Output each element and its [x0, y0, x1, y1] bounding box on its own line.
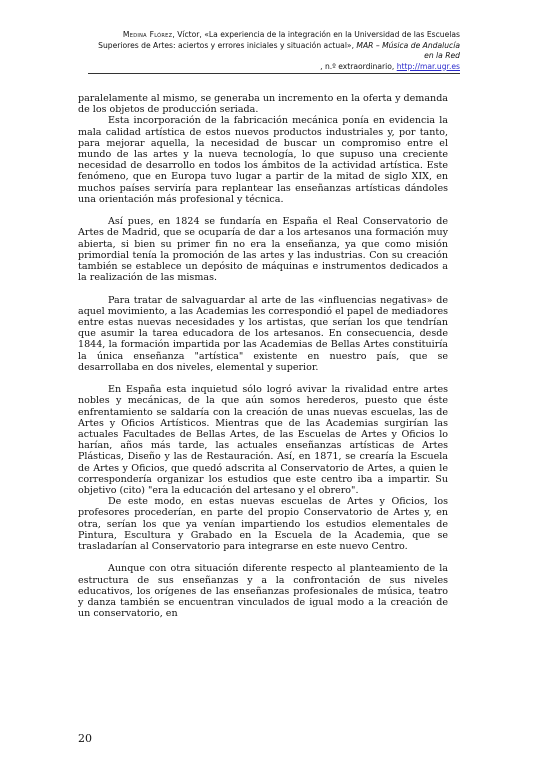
paragraph-5: En España esta inquietud sólo logró avivar la rivalidad entre artes nobles y mecánicas, de la que aún somos herederos, puesto que éste enfrentamiento se saldaría con la creación de unas nuevas escuelas, las de Artes y Oficios Artísticos. Mientras que de las Academias surgirían las actuales Facultades de Bellas Artes, de las Escuelas de Artes y Oficios lo harían, años más tarde, las actuales enseñanzas artísticas de Artes Plásticas, Diseño y las de Restauración. Así, en 1871, se crearía la Escuela de Artes y Oficios, que quedó adscrita al Conservatorio de Artes, a quien le correspondería organizar los estudios que este centro iba a impartir. Su objetivo (cito) "era la educación del artesano y el obrero".: [78, 384, 448, 497]
paragraph-3: Así pues, en 1824 se fundaría en España el Real Conservatorio de Artes de Madrid, que se ocuparía de dar a los artesanos una formación muy abierta, si bien su primer fin no era la enseñanza, ya que como misión primordial tenía la promoción de las artes y las industrias. Con su creación también se establece un depósito de máquinas e instrumentos dedicados a la realización de las mismas.: [78, 216, 448, 284]
header-line-2: [88, 41, 460, 62]
header-url-link[interactable]: http://mar.ugr.es: [396, 61, 460, 71]
header-issue: , n.º extraordinario,: [320, 61, 395, 71]
header-line-3: [88, 62, 460, 73]
paragraph-2: Esta incorporación de la fabricación mecánica ponía en evidencia la mala calidad artística de estos nuevos productos industriales y, por tanto, para mejorar aquella, la necesidad de buscar un compromiso entre el mundo de las artes y la nueva tecnología, lo que supuso una creciente necesidad de desarrollo en todos los ámbitos de la actividad artística. Este fenómeno, que en Europa tuvo lugar a partir de la mitad de siglo XIX, en muchos países serviría para replantear las enseñanzas artísticas dándoles una orientación más profesional y técnica.: [78, 115, 448, 205]
header-line-1: [88, 30, 460, 41]
header-journal: MAR – Música de Andalucía en la Red: [356, 40, 460, 60]
body-text: [78, 93, 448, 619]
page-number: 20: [78, 732, 92, 745]
paragraph-7: Aunque con otra situación diferente respecto al planteamiento de la estructura de sus enseñanzas y a la confrontación de sus niveles educativos, los orígenes de las enseñanzas profesionales de música, teatro y danza también se encuentran vinculados de igual modo a la creación de un conservatorio, en: [78, 563, 448, 620]
header-author: Medina Flórez: [122, 30, 173, 39]
paragraph-6: De este modo, en estas nuevas escuelas de Artes y Oficios, los profesores procederían, en parte del propio Conservatorio de Artes y, en otra, serían los que ya venían impartiendo los estudios elementales de Pintura, Escultura y Grabado en la Escuela de la Academia, que se trasladarían al Conservatorio para integrarse en este nuevo Centro.: [78, 496, 448, 553]
paragraph-1: paralelamente al mismo, se generaba un incremento en la oferta y demanda de los objetos de producción seriada.: [78, 93, 448, 116]
header-title-cont: Superiores de Artes: aciertos y errores iniciales y situación actual»,: [98, 40, 354, 50]
header-author-rest: , Víctor, «La experiencia de la integración en la Universidad de las Escuelas: [172, 30, 460, 39]
header-rule: [88, 73, 460, 74]
paragraph-4: Para tratar de salvaguardar al arte de las «influencias negativas» de aquel movimiento, a las Academias les correspondió el papel de mediadores entre estas nuevas necesidades y los artistas, que serían los que tendrían que asumir la tarea educadora de los artesanos. En consecuencia, desde 1844, la formación impartida por las Academias de Bellas Artes constituiría la única enseñanza "artística" existente en nuestro país, que se desarrollaba en dos niveles, elemental y superior.: [78, 294, 448, 373]
running-header: [88, 30, 460, 72]
